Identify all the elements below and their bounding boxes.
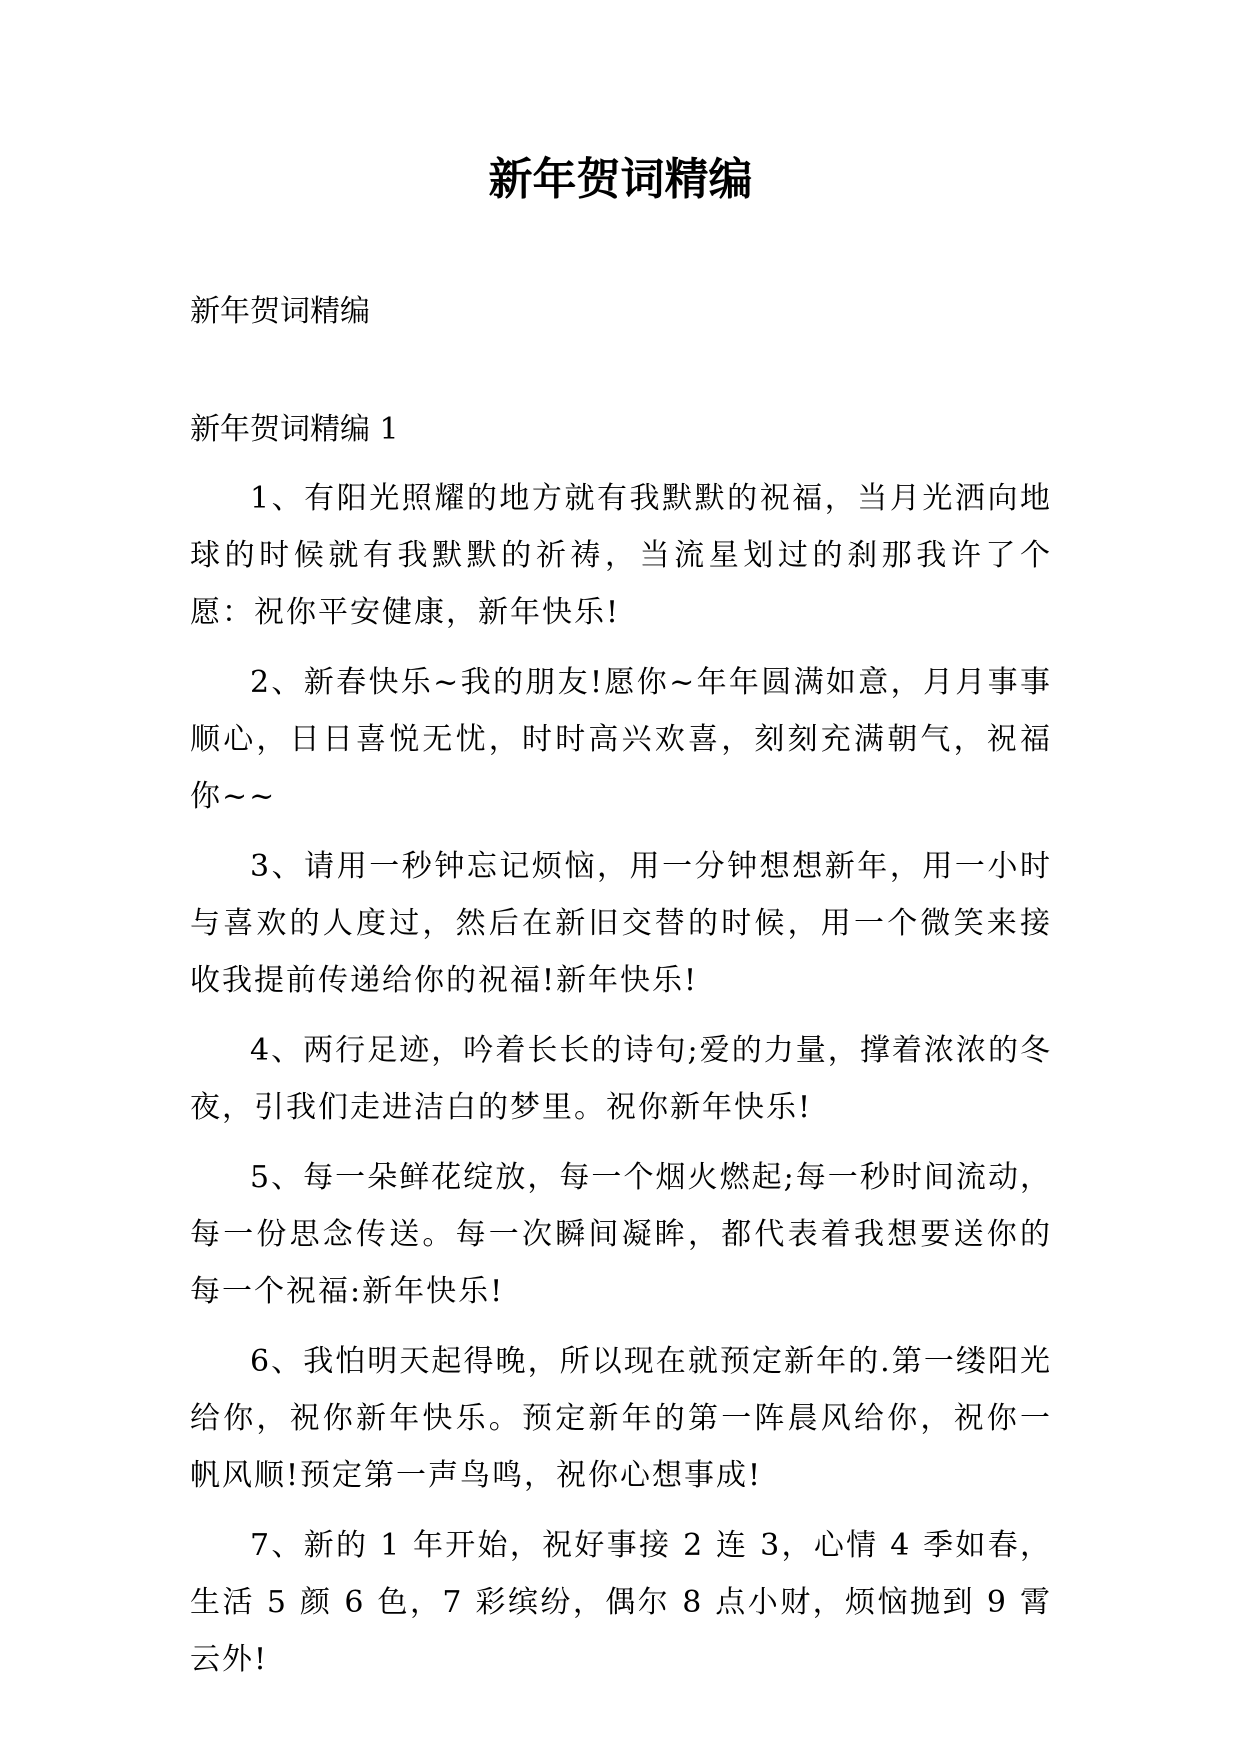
- paragraph-1: 1、有阳光照耀的地方就有我默默的祝福，当月光洒向地球的时候就有我默默的祈祷，当流星划过的刹那我许了个愿：祝你平安健康，新年快乐!: [190, 481, 1052, 630]
- paragraph-7: 7、新的 1 年开始，祝好事接 2 连 3，心情 4 季如春，生活 5 颜 6 色，7 彩缤纷，偶尔 8 点小财，烦恼抛到 9 霄云外!: [190, 1528, 1052, 1677]
- paragraph-4: 4、两行足迹，吟着长长的诗句;爱的力量，撑着浓浓的冬夜，引我们走进洁白的梦里。祝你新年快乐!: [190, 1033, 1052, 1125]
- document-body: [190, 470, 1052, 1701]
- document-title: 新年贺词精编: [488, 154, 753, 205]
- paragraph-5: 5、每一朵鲜花绽放，每一个烟火燃起;每一秒时间流动，每一份思念传送。每一次瞬间凝眸，都代表着我想要送你的每一个祝福:新年快乐!: [190, 1160, 1052, 1309]
- paragraph-2: 2、新春快乐~我的朋友!愿你~年年圆满如意，月月事事顺心，日日喜悦无忧，时时高兴欢喜，刻刻充满朝气，祝福你~~: [190, 665, 1052, 814]
- section-heading: 新年贺词精编 1: [190, 412, 399, 447]
- document-subtitle: 新年贺词精编: [190, 294, 370, 329]
- paragraph-6: 6、我怕明天起得晚，所以现在就预定新年的.第一缕阳光给你，祝你新年快乐。预定新年的第一阵晨风给你，祝你一帆风顺!预定第一声鸟鸣，祝你心想事成!: [190, 1344, 1052, 1493]
- paragraph-3: 3、请用一秒钟忘记烦恼，用一分钟想想新年，用一小时与喜欢的人度过，然后在新旧交替的时候，用一个微笑来接收我提前传递给你的祝福!新年快乐!: [190, 849, 1052, 998]
